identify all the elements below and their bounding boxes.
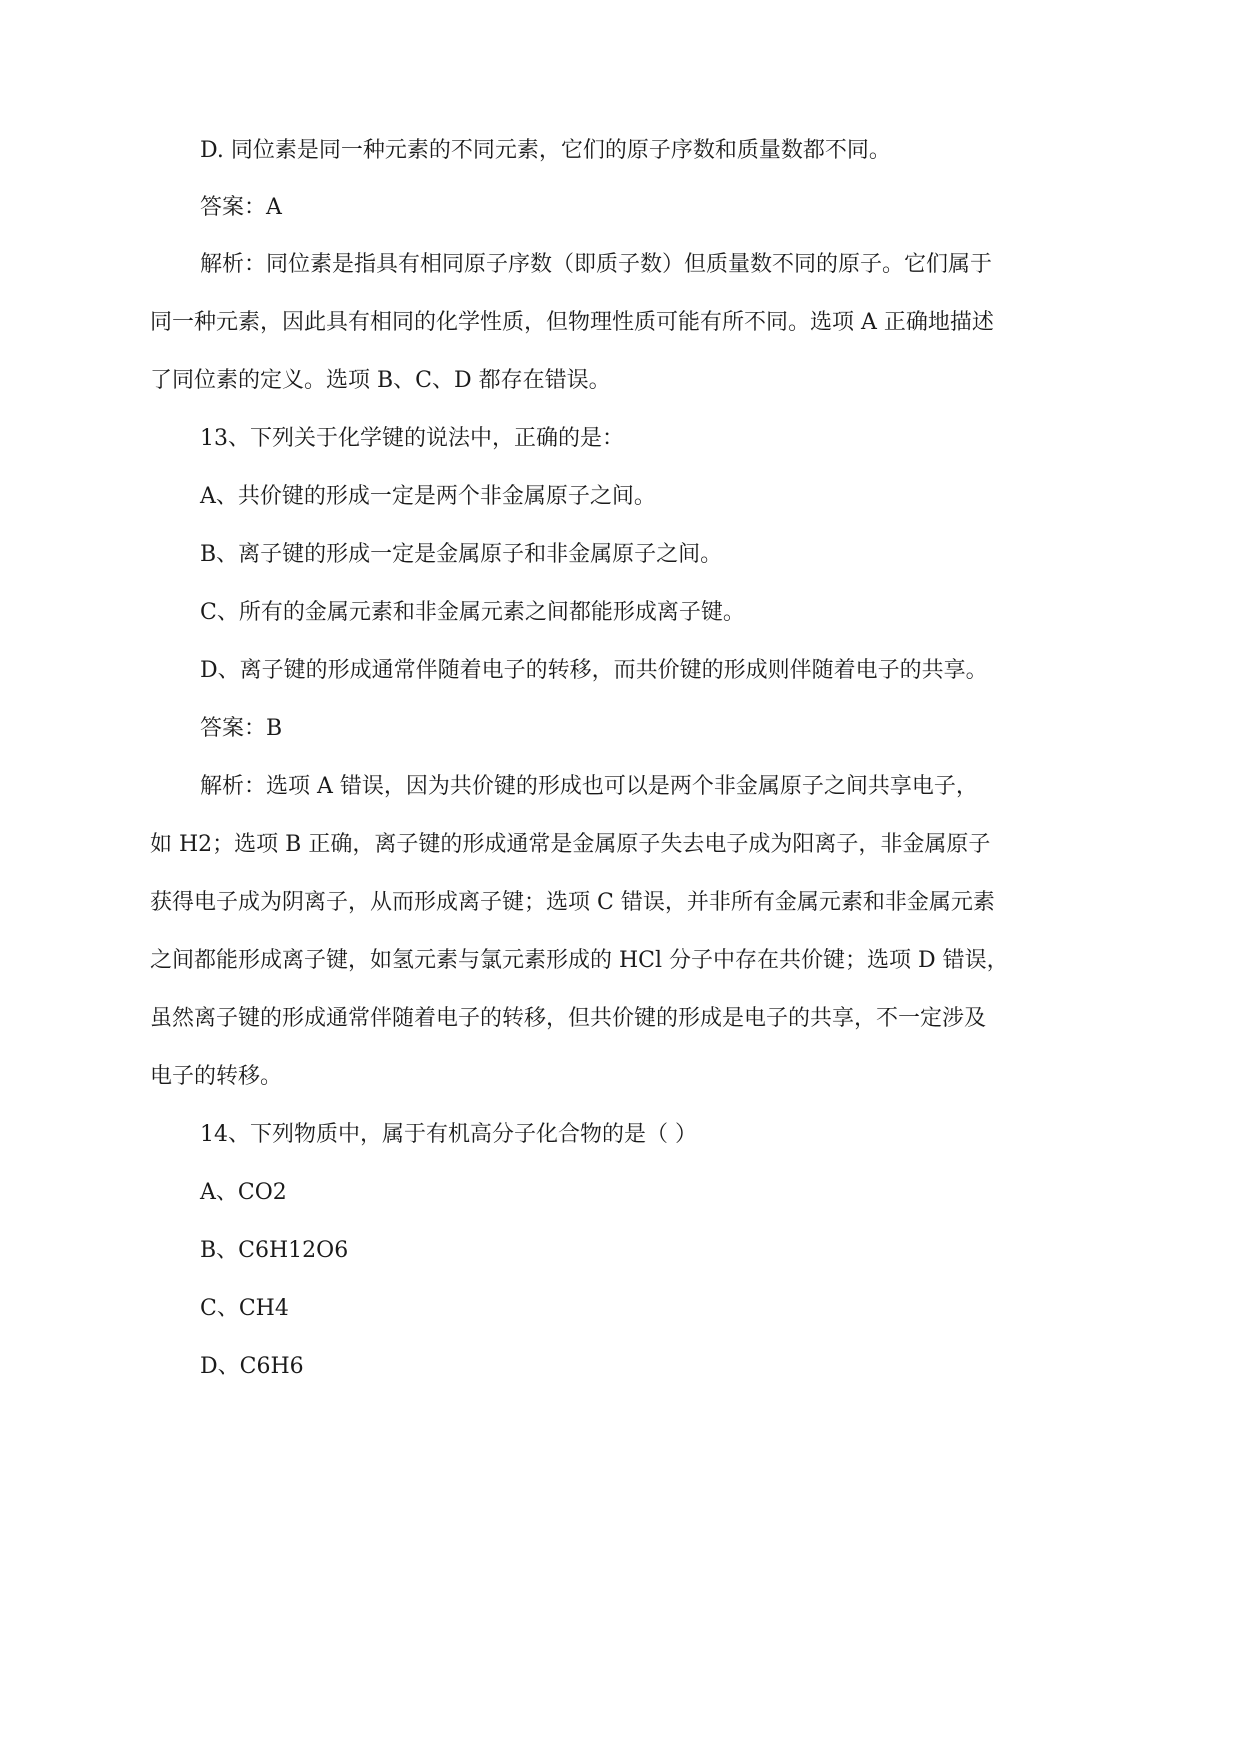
q13-option-c: C、所有的金属元素和非金属元素之间都能形成离子键。 <box>200 600 745 625</box>
q13-answer: 答案：B <box>200 716 283 741</box>
q13-option-a: A、共价键的形成一定是两个非金属原子之间。 <box>200 484 656 509</box>
q12-answer: 答案：A <box>200 195 282 220</box>
q14-question: 14、下列物质中，属于有机高分子化合物的是（ ） <box>200 1122 697 1147</box>
q12-analysis-line-1: 解析：同位素是指具有相同原子序数（即质子数）但质量数不同的原子。它们属于 <box>200 252 993 277</box>
q13-analysis-line-2: 如 H2；选项 B 正确，离子键的形成通常是金属原子失去电子成为阳离子，非金属原子 <box>150 832 991 857</box>
q13-analysis-line-1: 解析：选项 A 错误，因为共价键的形成也可以是两个非金属原子之间共享电子， <box>200 774 978 799</box>
q14-option-b: B、C6H12O6 <box>200 1238 349 1263</box>
q12-option-d: D. 同位素是同一种元素的不同元素，它们的原子序数和质量数都不同。 <box>200 138 891 163</box>
q13-option-b: B、离子键的形成一定是金属原子和非金属原子之间。 <box>200 542 723 567</box>
q13-analysis-line-3: 获得电子成为阴离子，从而形成离子键；选项 C 错误，并非所有金属元素和非金属元素 <box>150 890 995 915</box>
q13-option-d: D、离子键的形成通常伴随着电子的转移，而共价键的形成则伴随着电子的共享。 <box>200 658 988 683</box>
q12-analysis-line-3: 了同位素的定义。选项 B、C、D 都存在错误。 <box>150 368 611 393</box>
q12-analysis-line-2: 同一种元素，因此具有相同的化学性质，但物理性质可能有所不同。选项 A 正确地描述 <box>150 310 994 335</box>
q14-option-c: C、CH4 <box>200 1296 289 1321</box>
q13-question: 13、下列关于化学键的说法中，正确的是： <box>200 426 624 451</box>
q14-option-d: D、C6H6 <box>200 1354 304 1379</box>
q14-option-a: A、CO2 <box>200 1180 287 1205</box>
q13-analysis-line-6: 电子的转移。 <box>150 1064 283 1089</box>
q13-analysis-line-5: 虽然离子键的形成通常伴随着电子的转移，但共价键的形成是电子的共享，不一定涉及 <box>150 1006 987 1031</box>
q13-analysis-line-4: 之间都能形成离子键，如氢元素与氯元素形成的 HCl 分子中存在共价键；选项 D 错误， <box>150 948 1009 973</box>
